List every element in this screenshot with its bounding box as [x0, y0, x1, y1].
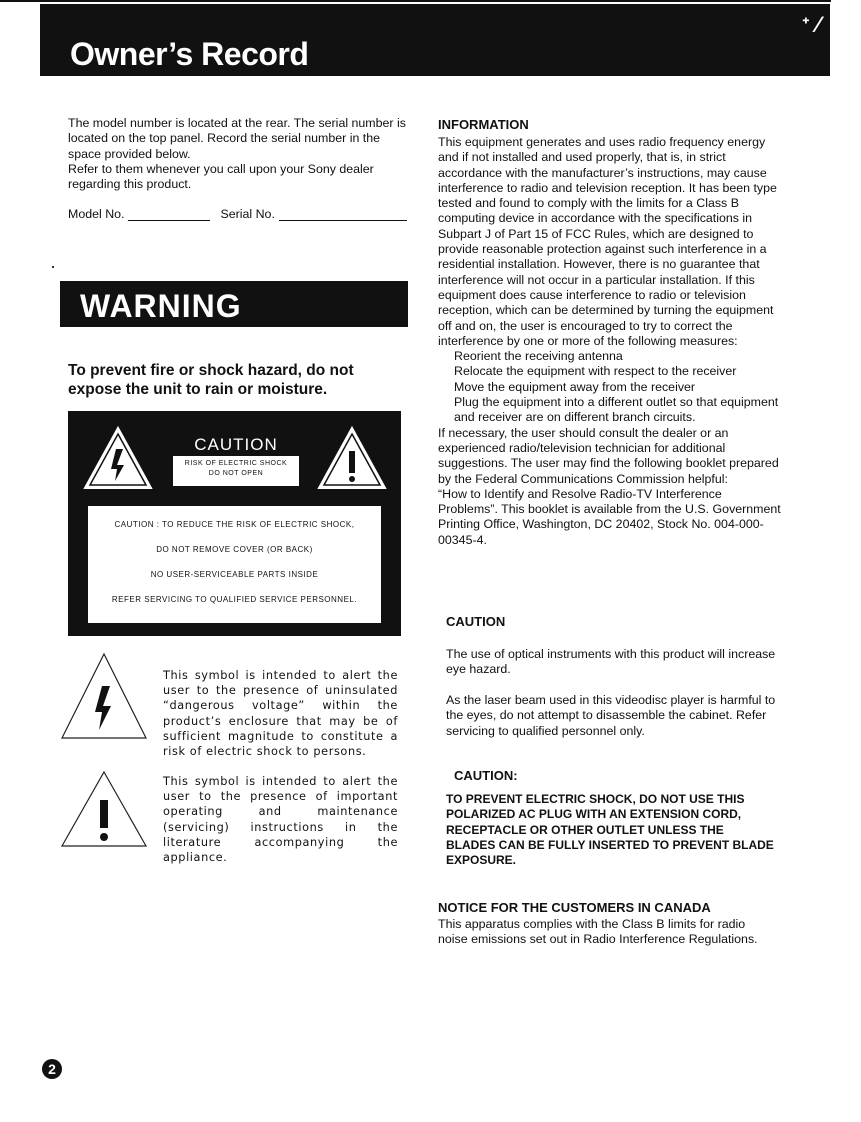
information-paragraph: This equipment generates and uses radio frequency energy and if not installed and used properly, that is, in strict accordance with the manufacturer’s instructions, may cause interference to radio and television reception. It has been type tested and found to comply with the limits for a Class B computing device in accordance with the specifications in Subpart J of Part 15 of FCC Rules, which are designed to provide reasonable protection against such interference in a residential installation. However, there is no guarantee that interference will not occur in a particular installation. If this equipment does cause interference to radio or television reception, which can be determined by turning the equipment off and on, the user is encouraged to try to correct the interference by one or more of the following measures:: [438, 135, 777, 348]
caution-inner-panel: [88, 506, 381, 623]
measure-2: Relocate the equipment with respect to the receiver: [454, 364, 737, 379]
information-booklet: “How to Identify and Resolve Radio-TV Interference Problems”. This booklet is available from the U.S. Government Printing Office, Washington, DC 20402, Stock No. 004-000-00345-4.: [438, 486, 781, 547]
lightning-triangle-icon: [82, 425, 154, 491]
warning-text: To prevent fire or shock hazard, do not expose the unit to rain or moisture.: [68, 362, 354, 398]
caution-paragraph-1: The use of optical instruments with this product will increase eye hazard.: [446, 647, 776, 677]
caution-paragraph-3: TO PREVENT ELECTRIC SHOCK, DO NOT USE THIS POLARIZED AC PLUG WITH AN EXTENSION CORD, RECEPTACLE OR OTHER OUTLET UNLESS THE BLADES CAN BE FULLY INSERTED TO PREVENT BLADE EXPOSURE.: [446, 792, 774, 868]
caution-heading: CAUTION: [446, 614, 506, 629]
caution-label-sub: [173, 459, 299, 479]
notice-heading: NOTICE FOR THE CUSTOMERS IN CANADA: [438, 900, 711, 915]
model-field[interactable]: [128, 210, 210, 221]
caution-label-title: CAUTION: [173, 432, 299, 456]
exclamation-triangle-icon: [316, 425, 388, 491]
top-rule: [0, 0, 831, 2]
page-number: 2: [42, 1059, 62, 1079]
measure-3: Move the equipment away from the receiver: [454, 379, 696, 394]
caution-line-4: REFER SERVICING TO QUALIFIED SERVICE PERSONNEL.: [111, 595, 358, 604]
header-bar: [40, 4, 830, 76]
corner-decoration: ᐩ ⁄: [801, 12, 820, 37]
caution-label-box: [68, 411, 401, 636]
intro-paragraph-1: The model number is located at the rear. The serial number is located on the top panel. Record the serial number in the space provided below.: [68, 116, 406, 161]
intro-text: [68, 116, 408, 192]
caution-line-3: NO USER-SERVICEABLE PARTS INSIDE: [150, 570, 319, 579]
caution-label: [172, 431, 300, 487]
measure-1: Reorient the receiving antenna: [454, 349, 623, 364]
notice-body: This apparatus complies with the Class B limits for radio noise emissions set out in Radio Interference Regulations.: [438, 917, 758, 947]
record-fields: [68, 207, 408, 221]
caution-heading-2: CAUTION:: [454, 768, 518, 783]
information-after: If necessary, the user should consult the dealer or an experienced radio/television technician for additional suggestions. The user may find the following booklet prepared by the Federal Communications Commission helpful:: [438, 425, 779, 486]
warning-title: WARNING: [80, 288, 242, 324]
caution-line-1: CAUTION : TO REDUCE THE RISK OF ELECTRIC SHOCK,: [114, 520, 355, 529]
caution-line-2: DO NOT REMOVE COVER (OR BACK): [156, 545, 313, 554]
serial-label: Serial No.: [220, 207, 275, 221]
lightning-symbol-icon: [58, 650, 150, 742]
information-body: [438, 135, 783, 548]
exclamation-symbol-text: This symbol is intended to alert the user to the presence of important operating and maintenance (servicing) instructions in the literature accompanying the appliance.: [163, 775, 398, 865]
exclamation-symbol-icon: [58, 768, 150, 850]
caution-sub-1: RISK OF ELECTRIC SHOCK: [184, 460, 288, 467]
measure-4: Plug the equipment into a different outlet so that equipment and receiver are on different branch circuits.: [454, 395, 779, 425]
speck: [52, 266, 54, 268]
serial-field[interactable]: [279, 210, 407, 221]
intro-paragraph-2: Refer to them whenever you call upon your Sony dealer regarding this product.: [68, 161, 374, 192]
caution-sub-2: DO NOT OPEN: [208, 470, 264, 477]
caution-paragraph-2: As the laser beam used in this videodisc player is harmful to the eyes, do not attempt to disassemble the cabinet. Refer servicing to qualified personnel only.: [446, 693, 776, 738]
lightning-symbol-text: This symbol is intended to alert the user to the presence of uninsulated “dangerous voltage” within the product’s enclosure that may be of sufficient magnitude to constitute a risk of electric shock to persons.: [163, 669, 398, 759]
information-heading: INFORMATION: [438, 117, 529, 132]
model-label: Model No.: [68, 207, 125, 221]
warning-banner: [60, 281, 408, 327]
page-title: Owner’s Record: [70, 36, 309, 72]
